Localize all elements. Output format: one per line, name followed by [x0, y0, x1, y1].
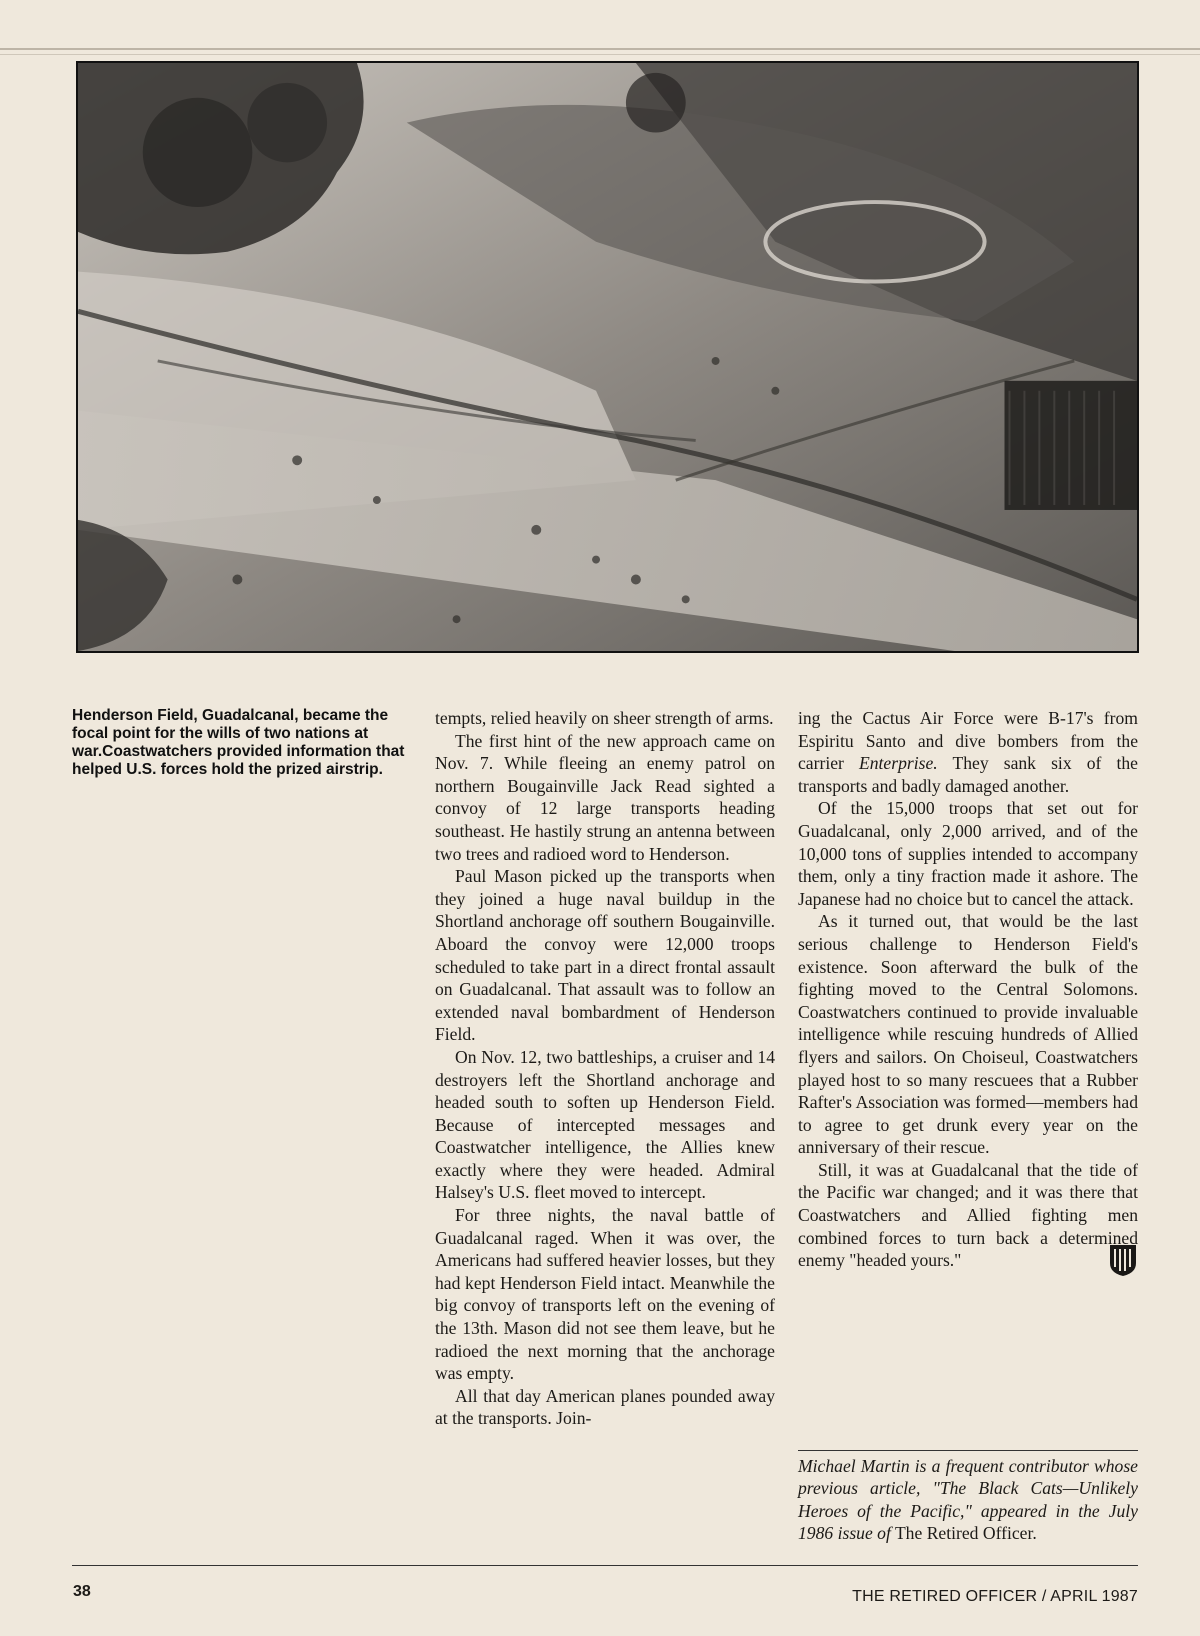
article-column-middle — [435, 707, 775, 1430]
author-bio-text: Michael Martin is a frequent contributor whose previous article, "The Black Cats—Unlikely Heroes of the Pacific," appeared in the July 1986 issue of — [798, 1456, 1138, 1544]
article-paragraph-final — [798, 1159, 1138, 1272]
author-bio — [798, 1455, 1138, 1545]
article-paragraph: The first hint of the new approach came on Nov. 7. While fleeing an enemy patrol on northern Bougainville Jack Read sighted a convoy of 12 large transports heading southeast. He hastily strung an antenna between two trees and radioed word to Henderson. — [435, 730, 775, 864]
end-of-article-icon — [1108, 1243, 1138, 1277]
footer-rule — [72, 1565, 1138, 1566]
magazine-title: The Retired Officer. — [890, 1523, 1037, 1544]
article-paragraph: All that day American planes pounded away at the transports. Join- — [435, 1385, 775, 1429]
ship-name: Enterprise. — [859, 753, 938, 774]
paragraph-text: They sank six of the transports and badly damaged another. — [798, 753, 1138, 796]
article-paragraph: On Nov. 12, two battleships, a cruiser and 14 destroyers left the Shortland anchorage and headed south to soften up Henderson Field. Because of intercepted messages and Coastwatcher intelligence, the Allies knew exactly where they were headed. Admiral Halsey's U.S. fleet moved to intercept. — [435, 1046, 775, 1203]
article-paragraph: Paul Mason picked up the transports when they joined a huge naval buildup in the Shortland anchorage off southern Bougainville. Aboard the convoy were 12,000 troops scheduled to take part in a direct frontal assault on Guadalcanal. That assault was to follow an extended naval bombardment of Henderson Field. — [435, 866, 775, 1045]
running-footer: THE RETIRED OFFICER / APRIL 1987 — [852, 1588, 1138, 1605]
top-rule — [0, 48, 1200, 50]
paragraph-text: Still, it was at Guadalcanal that the tide of the Pacific war changed; and it was there that Coastwatchers and Allied fighting men combined forces to turn back a determined enemy "headed yours." — [798, 1159, 1138, 1271]
article-paragraph — [798, 707, 1138, 797]
article-paragraph: For three nights, the naval battle of Guadalcanal raged. When it was over, the Americans had suffered heavier losses, but they had kept Henderson Field intact. Meanwhile the big convoy of transports left on the evening of the 13th. Mason did not see them leave, but he radioed the next morning that the anchorage was empty. — [435, 1205, 775, 1384]
page-number: 38 — [73, 1583, 91, 1600]
article-column-right — [798, 707, 1138, 1277]
article-paragraph: As it turned out, that would be the last serious challenge to Henderson Field's existence. Soon afterward the bulk of the fighting moved to the Central Solomons. Coastwatchers continued to provide invaluable intelligence while rescuing hundreds of Allied flyers and sailors. On Choiseul, Coastwatchers played host to so many rescuees that a Rubber Rafter's Association was formed—members had to agree to get drunk every year on the anniversary of their rescue. — [798, 911, 1138, 1158]
airfield-photo-art — [78, 63, 1137, 651]
bio-divider — [798, 1450, 1138, 1451]
article-paragraph: tempts, relied heavily on sheer strength of arms. — [435, 708, 774, 728]
paragraph-text: ing the Cactus Air Force were B-17's from Espiritu Santo and dive bombers from the carrier — [798, 708, 1138, 774]
henderson-field-photo — [76, 61, 1139, 653]
article-paragraph: Of the 15,000 troops that set out for Guadalcanal, only 2,000 arrived, and of the 10,000 tons of supplies intended to accompany them, only a tiny fraction made it ashore. The Japanese had no choice but to cancel the attack. — [798, 798, 1138, 909]
top-rule-secondary — [0, 54, 1200, 55]
photo-caption: Henderson Field, Guadalcanal, became the focal point for the wills of two nations at war.Coastwatchers provided information that helped U.S. forces hold the prized airstrip. — [72, 707, 405, 778]
